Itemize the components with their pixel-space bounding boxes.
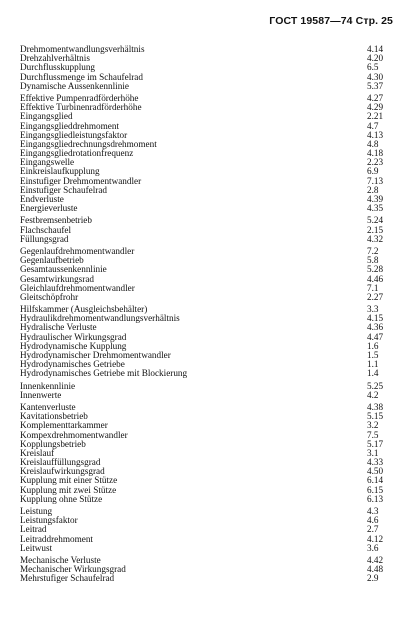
index-group xyxy=(20,247,389,302)
index-term: Durchflusskupplung xyxy=(20,62,96,73)
index-reference: 4.27 xyxy=(367,92,384,103)
index-term: Dynamische Aussenkennlinie xyxy=(20,80,129,91)
index-reference: 2.9 xyxy=(367,573,379,584)
index-reference: 4.29 xyxy=(367,102,384,113)
index-reference: 4.7 xyxy=(367,120,379,131)
index-term: Eingangsglieddrehmoment xyxy=(20,120,119,131)
index-reference: 7.2 xyxy=(367,245,379,256)
index-group xyxy=(20,403,389,504)
index-term: Energieverluste xyxy=(20,203,78,214)
index-term: Hydraulikdrehmomentwandlungsverhältnis xyxy=(20,313,180,324)
index-reference: 5.8 xyxy=(367,255,379,266)
index-entry xyxy=(20,293,389,302)
index-term: Kopplungsbetrieb xyxy=(20,438,86,449)
index-term: Eingangsgliedleistungsfaktor xyxy=(20,129,128,140)
index-reference: 3.6 xyxy=(367,542,379,553)
index-term: Hydralische Verluste xyxy=(20,322,97,333)
index-entry xyxy=(20,186,389,195)
index-reference: 4.42 xyxy=(367,554,384,565)
index-entry xyxy=(20,226,389,235)
index-reference: 7.1 xyxy=(367,282,379,293)
index-term: Komplementtarkammer xyxy=(20,420,108,431)
index-entry xyxy=(20,235,389,244)
index-term: Eingangsgliedrechnungsdrehmoment xyxy=(20,138,157,149)
index-term: Kreislauf xyxy=(20,447,55,458)
index-entry xyxy=(20,82,389,91)
index-reference: 1.6 xyxy=(367,340,379,351)
index-reference: 4.30 xyxy=(367,71,384,82)
index-term: Durchflussmenge im Schaufelrad xyxy=(20,71,143,82)
index-term: Einstufiger Schaufelrad xyxy=(20,184,107,195)
index-term: Hydrodynamisches Getriebe xyxy=(20,359,125,370)
index-entry xyxy=(20,382,389,391)
index-reference: 3.1 xyxy=(367,447,379,458)
index-reference: 4.13 xyxy=(367,129,384,140)
index-reference: 1.1 xyxy=(367,359,379,370)
index-term: Kupplung mit einer Stütze xyxy=(20,475,118,486)
page-number: Стр. 25 xyxy=(355,15,393,27)
index-entry xyxy=(20,216,389,225)
index-term: Gegenlaufbetrieb xyxy=(20,255,84,266)
index-term: Mechanische Verluste xyxy=(20,554,101,565)
index-reference: 4.48 xyxy=(367,564,384,575)
index-reference: 7.5 xyxy=(367,429,379,440)
index-entry xyxy=(20,149,389,158)
index-term: Innenwerte xyxy=(20,389,62,400)
page-header xyxy=(269,15,393,27)
index-term: Flachschaufel xyxy=(20,224,72,235)
index-term: Hilfskammer (Ausgleichsbehälter) xyxy=(20,304,148,315)
index-term: Kavitationsbetrieb xyxy=(20,411,88,422)
index-reference: 4.14 xyxy=(367,44,384,54)
index-group xyxy=(20,507,389,553)
index-term: Gegenlaufdrehmomentwandler xyxy=(20,245,135,256)
index-entry xyxy=(20,516,389,525)
index-reference: 1.5 xyxy=(367,350,379,360)
index-group xyxy=(20,94,389,213)
index-reference: 4.50 xyxy=(367,466,384,477)
index-reference: 5.28 xyxy=(367,264,384,275)
index-reference: 4.38 xyxy=(367,401,384,412)
index-reference: 2.7 xyxy=(367,524,379,535)
index-reference: 6.13 xyxy=(367,493,384,504)
index-reference: 4.8 xyxy=(367,138,379,149)
index-term: Gleitschöpfrohr xyxy=(20,291,79,302)
index-reference: 4.32 xyxy=(367,233,384,244)
index-reference: 5.25 xyxy=(367,380,384,391)
index-reference: 4.15 xyxy=(367,313,384,324)
index-reference: 4.36 xyxy=(367,322,384,333)
index-reference: 6.15 xyxy=(367,484,384,495)
index-reference: 4.12 xyxy=(367,533,384,544)
index-term: Kupplung ohne Stütze xyxy=(20,493,103,504)
index-term: Leitraddrehmoment xyxy=(20,533,93,544)
index-group xyxy=(20,216,389,244)
index-reference: 5.15 xyxy=(367,411,384,422)
index-term: Mechanischer Wirkungsgrad xyxy=(20,564,126,575)
index-reference: 5.24 xyxy=(367,215,384,226)
index-reference: 6.14 xyxy=(367,475,384,486)
index-entry xyxy=(20,574,389,583)
standard-number: ГОСТ 19587—74 xyxy=(269,15,353,27)
index-term: Gesamtaussenkennlinie xyxy=(20,264,107,275)
index-reference: 4.39 xyxy=(367,194,384,204)
index-reference: 4.47 xyxy=(367,331,384,342)
index-term: Festbremsenbetrieb xyxy=(20,215,92,226)
index-reference: 2.21 xyxy=(367,111,384,122)
index-entry xyxy=(20,440,389,449)
index-reference: 1.4 xyxy=(367,368,379,379)
index-term: Kreislauffüllungsgrad xyxy=(20,457,101,468)
index-term: Kompexdrehmomentwandler xyxy=(20,429,128,440)
index-reference: 3.2 xyxy=(367,420,379,431)
index-term: Füllungsgrad xyxy=(20,233,69,244)
index-term: Leistung xyxy=(20,506,53,516)
index-term: Einstufiger Drehmomentwandler xyxy=(20,175,142,186)
index-group xyxy=(20,45,389,91)
term-index xyxy=(20,45,389,587)
index-term: Leitwust xyxy=(20,542,53,553)
index-reference: 4.3 xyxy=(367,506,379,516)
index-entry xyxy=(20,103,389,112)
index-term: Einkreislaufkupplung xyxy=(20,166,100,177)
index-reference: 2.27 xyxy=(367,291,384,302)
index-term: Hydrodynamische Kupplung xyxy=(20,340,127,351)
index-reference: 2.23 xyxy=(367,157,384,168)
index-term: Drehzahlverhältnis xyxy=(20,53,90,64)
index-reference: 4.18 xyxy=(367,148,384,159)
index-reference: 2.8 xyxy=(367,184,379,195)
index-group xyxy=(20,556,389,584)
index-term: Effektive Turbinenradförderhöhe xyxy=(20,102,142,113)
index-reference: 4.20 xyxy=(367,53,384,64)
index-term: Hydraulischer Wirkungsgrad xyxy=(20,331,127,342)
index-term: Endverluste xyxy=(20,194,64,204)
index-term: Effektive Pumpenradförderhöhe xyxy=(20,92,139,103)
index-term: Gesamtwirkungsrad xyxy=(20,273,94,284)
index-term: Hydrodynamisches Getriebe mit Blockierung xyxy=(20,368,188,379)
index-reference: 4.6 xyxy=(367,515,379,526)
index-term: Hydrodynamischer Drehmomentwandler xyxy=(20,350,171,360)
index-term: Kantenverluste xyxy=(20,401,76,412)
index-group xyxy=(20,305,389,379)
index-reference: 7.13 xyxy=(367,175,384,186)
index-reference: 3.3 xyxy=(367,304,379,315)
index-entry xyxy=(20,495,389,504)
index-reference: 2.15 xyxy=(367,224,384,235)
index-term: Kreislaufwirkungsgrad xyxy=(20,466,105,477)
index-reference: 4.46 xyxy=(367,273,384,284)
index-reference: 6.5 xyxy=(367,62,379,73)
index-term: Eingangsglied xyxy=(20,111,73,122)
index-reference: 5.37 xyxy=(367,80,384,91)
index-entry xyxy=(20,535,389,544)
index-term: Kupplung mit zwei Stütze xyxy=(20,484,117,495)
index-term: Innenkennlinie xyxy=(20,380,76,391)
index-reference: 4.35 xyxy=(367,203,384,214)
index-term: Gleichlaufdrehmomentwandler xyxy=(20,282,135,293)
index-term: Leistungsfaktor xyxy=(20,515,78,526)
index-term: Eingangsgliedrotationfrequenz xyxy=(20,148,134,159)
index-term: Eingangswelle xyxy=(20,157,75,168)
index-entry xyxy=(20,391,389,400)
index-entry xyxy=(20,544,389,553)
index-term: Leitrad xyxy=(20,524,47,535)
index-reference: 5.17 xyxy=(367,438,384,449)
index-reference: 4.2 xyxy=(367,389,379,400)
index-reference: 6.9 xyxy=(367,166,379,177)
index-reference: 4.33 xyxy=(367,457,384,468)
index-term: Mehrstufiger Schaufelrad xyxy=(20,573,115,584)
index-entry xyxy=(20,369,389,378)
index-entry xyxy=(20,204,389,213)
index-term: Drehmomentwandlungsverhältnis xyxy=(20,44,145,54)
index-group xyxy=(20,382,389,400)
